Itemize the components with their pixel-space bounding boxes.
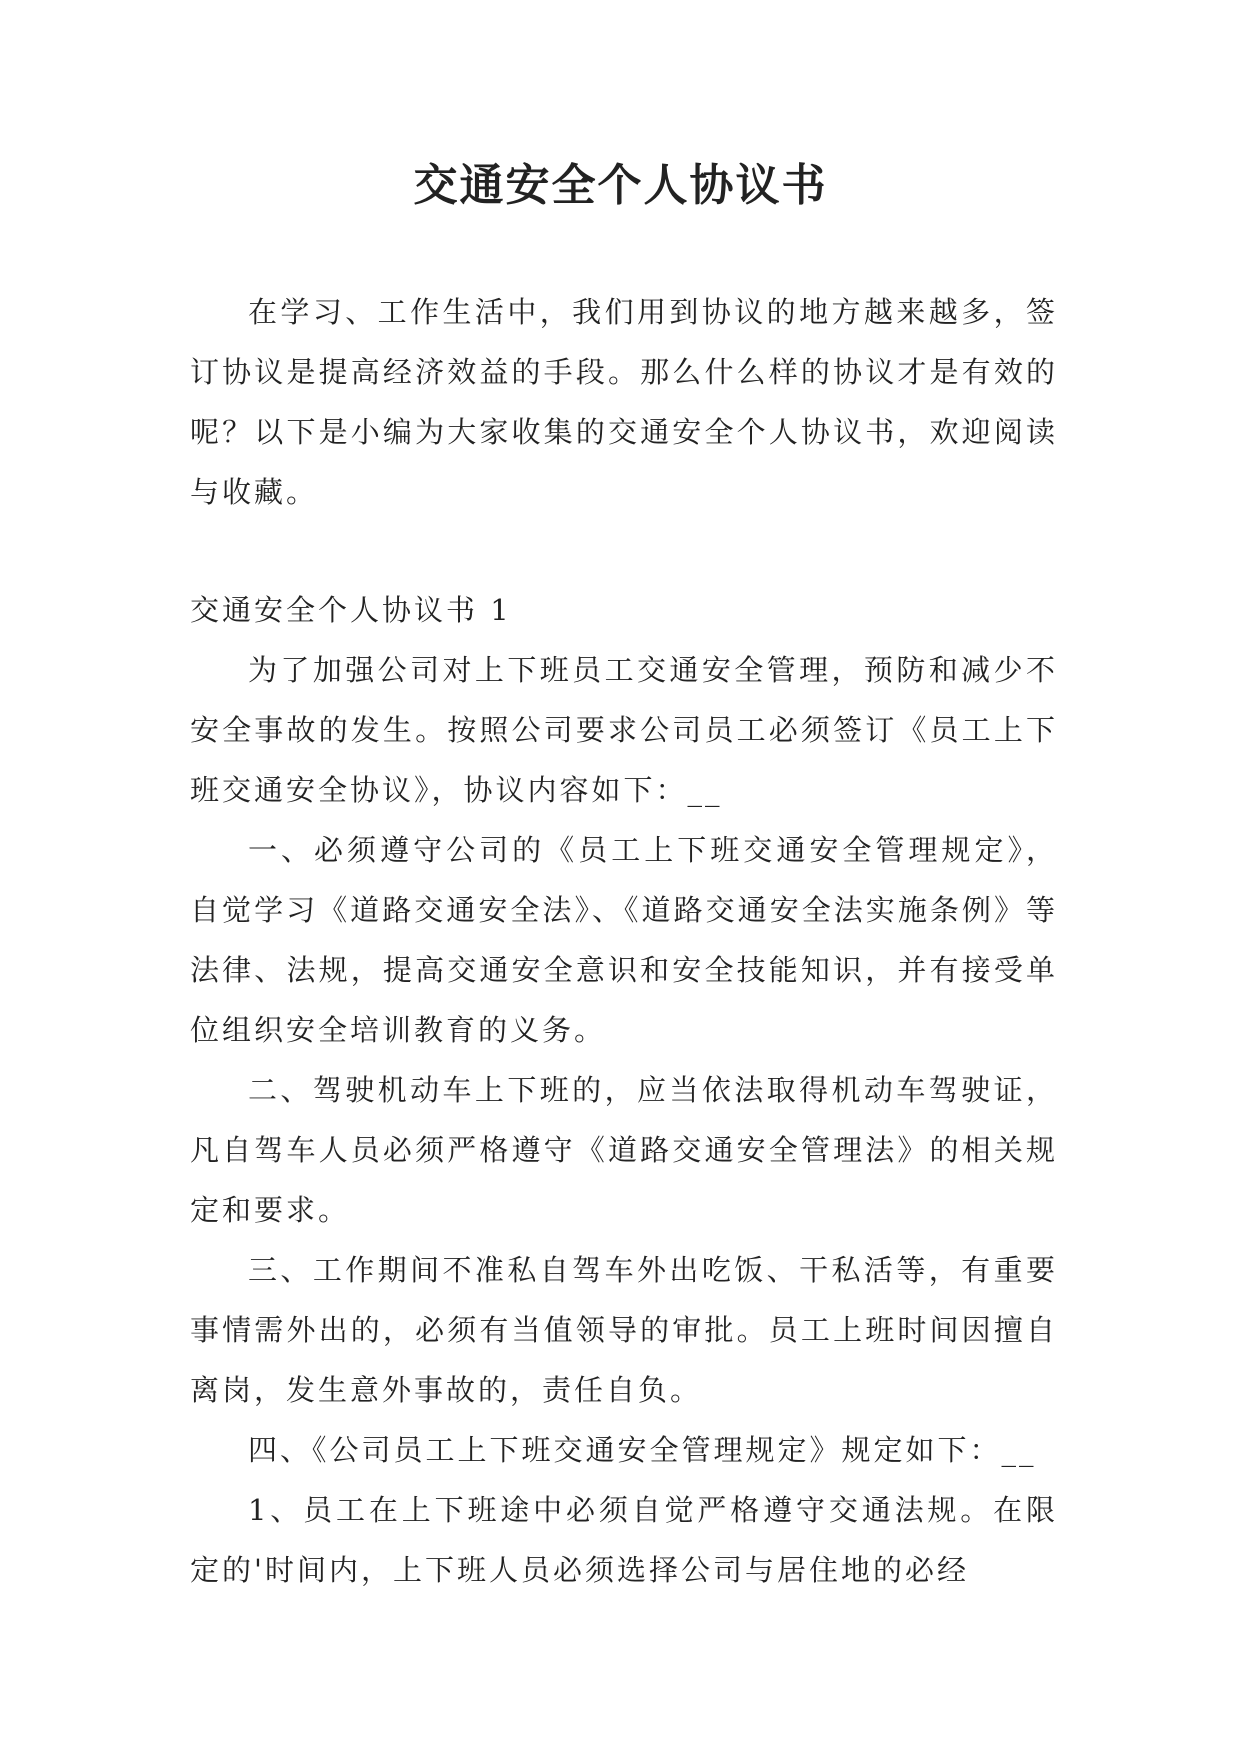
intro-paragraph: 在学习、工作生活中，我们用到协议的地方越来越多，签订协议是提高经济效益的手段。那么什么样的协议才是有效的呢？以下是小编为大家收集的交通安全个人协议书，欢迎阅读与收藏。 [190, 295, 1058, 509]
document-title: 交通安全个人协议书 [413, 160, 828, 211]
paragraph-rule-1: 1、员工在上下班途中必须自觉严格遵守交通法规。在限定的'时间内，上下班人员必须选择公司与居住地的必经 [190, 1493, 1058, 1587]
paragraph-clause-2: 二、驾驶机动车上下班的，应当依法取得机动车驾驶证，凡自驾车人员必须严格遵守《道路交通安全管理法》的相关规定和要求。 [190, 1073, 1058, 1227]
paragraph-clause-4: 四、《公司员工上下班交通安全管理规定》规定如下：__ [248, 1433, 1037, 1467]
paragraph-clause-3: 三、工作期间不准私自驾车外出吃饭、干私活等，有重要事情需外出的，必须有当值领导的审批。员工上班时间因擅自离岗，发生意外事故的，责任自负。 [190, 1253, 1058, 1407]
section-heading: 交通安全个人协议书 1 [190, 593, 512, 627]
document-body [190, 282, 1058, 1600]
paragraph-purpose: 为了加强公司对上下班员工交通安全管理，预防和减少不安全事故的发生。按照公司要求公司员工必须签订《员工上下班交通安全协议》，协议内容如下：__ [190, 653, 1058, 807]
paragraph-clause-1: 一、必须遵守公司的《员工上下班交通安全管理规定》，自觉学习《道路交通安全法》、《道路交通安全法实施条例》等法律、法规，提高交通安全意识和安全技能知识，并有接受单位组织安全培训教育的义务。 [190, 833, 1058, 1047]
